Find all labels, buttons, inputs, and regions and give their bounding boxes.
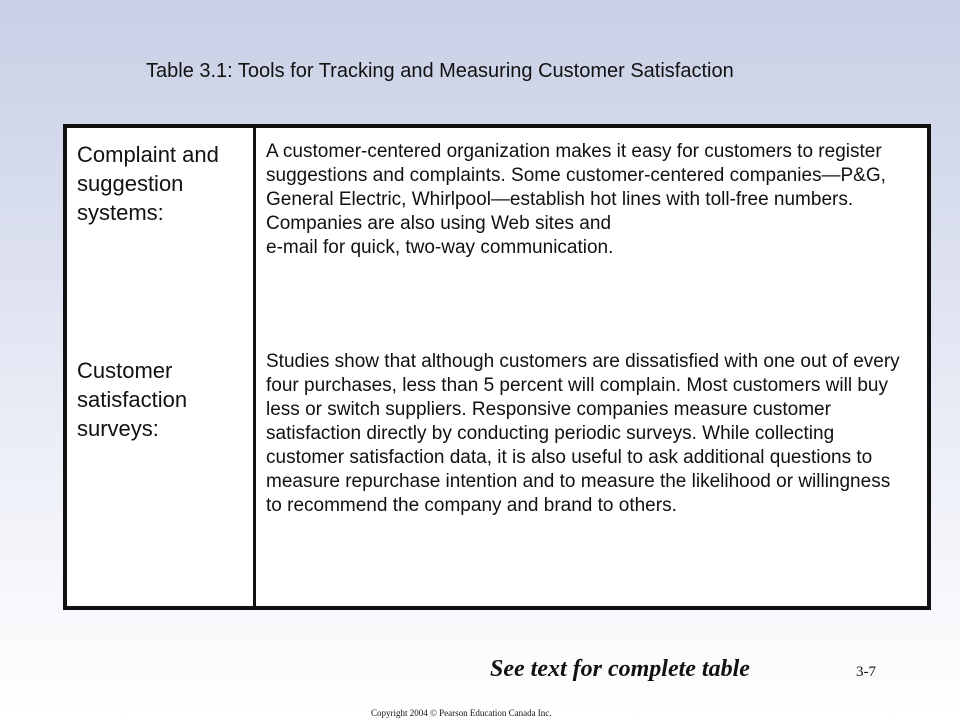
tool-description-satisfaction-surveys: Studies show that although customers are dissatisfied with one out of every four purchases, less than 5 percent will complain. Most customers will buy less or switch suppliers. Responsive companies measure customer satisfaction directly by conducting periodic surveys. While collecting customer satisfaction data, it is also useful to ask additional questions to measure repurchase intention and to measure the likelihood or willingness to recommend the company and brand to others. xyxy=(266,351,900,516)
tool-name-column xyxy=(67,128,256,606)
tool-label-satisfaction-surveys: Customer satisfaction surveys: xyxy=(77,358,188,441)
tool-description-complaint-systems: A customer-centered organization makes it easy for customers to register suggestions and complaints. Some customer-centered companies—P&G, General Electric, Whirlpool—establish hot lines with toll-free numbers. Companies are also using Web sites and e-mail for quick, two-way communication. xyxy=(266,141,886,258)
tool-label-complaint-systems: Complaint and suggestion systems: xyxy=(77,142,219,225)
tools-table xyxy=(63,124,931,610)
see-text-note: See text for complete table xyxy=(490,656,750,682)
copyright-notice: Copyright 2004 © Pearson Education Canada Inc. xyxy=(371,708,552,718)
tool-description-column xyxy=(256,128,927,606)
slide-title: Table 3.1: Tools for Tracking and Measuring Customer Satisfaction xyxy=(146,60,734,82)
page-number: 3-7 xyxy=(856,664,876,680)
